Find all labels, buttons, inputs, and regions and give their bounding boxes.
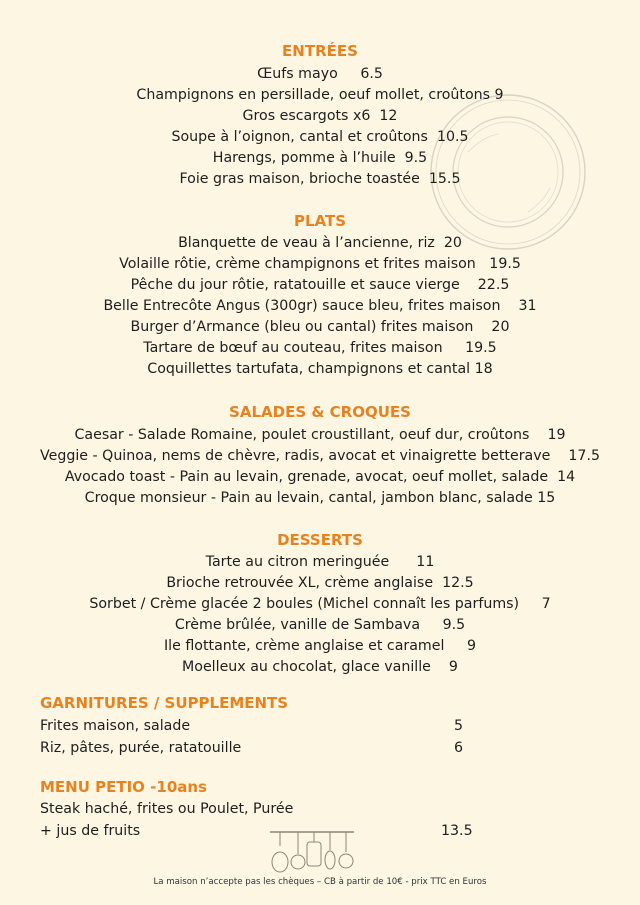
menu-item: Brioche retrouvée XL, crème anglaise 12.5 <box>166 575 474 591</box>
menu-item: Gros escargots x6 12 <box>242 108 398 124</box>
menu-item: Veggie - Quinoa, nems de chèvre, radis, avocat et vinaigrette betterave 17.5 <box>40 448 600 464</box>
garniture-price: 5 <box>454 718 464 734</box>
menu-item: Croque monsieur - Pain au levain, cantal, jambon blanc, salade 15 <box>84 490 556 506</box>
section-title-plats: PLATS <box>293 212 347 230</box>
menu-item: Avocado toast - Pain au levain, grenade, avocat, oeuf mollet, salade 14 <box>64 469 576 485</box>
menu-item: Champignons en persillade, oeuf mollet, croûtons 9 <box>136 87 504 103</box>
menu-enfant-price: 13.5 <box>441 823 473 839</box>
menu-item: Belle Entrecôte Angus (300gr) sauce bleu, frites maison 31 <box>103 298 537 314</box>
menu-item: Moelleux au chocolat, glace vanille 9 <box>182 659 458 675</box>
menu-item: Burger d’Armance (bleu ou cantal) frites maison 20 <box>130 319 510 335</box>
menu-item: Sorbet / Crème glacée 2 boules (Michel connaît les parfums) 7 <box>89 596 551 612</box>
garniture-price: 6 <box>454 740 464 756</box>
menu-item: Caesar - Salade Romaine, poulet croustillant, oeuf dur, croûtons 19 <box>74 427 566 443</box>
garniture-label: Riz, pâtes, purée, ratatouille <box>40 740 242 756</box>
menu-item: Coquillettes tartufata, champignons et cantal 18 <box>147 361 493 377</box>
menu-item: Soupe à l’oignon, cantal et croûtons 10.5 <box>171 129 469 145</box>
menu-item: Pêche du jour rôtie, ratatouille et sauce vierge 22.5 <box>130 277 510 293</box>
menu-item: Harengs, pomme à l’huile 9.5 <box>212 150 428 166</box>
section-title-entrees: ENTRÉES <box>282 42 358 60</box>
section-title-garnitures: GARNITURES / SUPPLEMENTS <box>40 694 289 712</box>
section-title-salades: SALADES & CROQUES <box>229 403 411 421</box>
menu-item: Crème brûlée, vanille de Sambava 9.5 <box>174 617 466 633</box>
menu-enfant-line: + jus de fruits <box>40 823 141 839</box>
garniture-label: Frites maison, salade <box>40 718 191 734</box>
menu-item: Blanquette de veau à l’ancienne, riz 20 <box>178 235 462 251</box>
footer-note: La maison n’accepte pas les chèques – CB à partir de 10€ - prix TTC en Euros <box>153 877 487 887</box>
menu-item: Œufs mayo 6.5 <box>257 66 383 82</box>
menu-item: Ile flottante, crème anglaise et caramel 9 <box>163 638 476 654</box>
menu-item: Volaille rôtie, crème champignons et frites maison 19.5 <box>119 256 521 272</box>
menu-item: Foie gras maison, brioche toastée 15.5 <box>179 171 461 187</box>
menu-item: Tartare de bœuf au couteau, frites maison 19.5 <box>143 340 497 356</box>
hanging-pans-icon <box>268 828 358 874</box>
menu-enfant-line: Steak haché, frites ou Poulet, Purée <box>40 801 294 817</box>
menu-item: Tarte au citron meringuée 11 <box>205 554 435 570</box>
section-title-desserts: DESSERTS <box>277 531 363 549</box>
section-title-menu-enfant: MENU PETIO -10ans <box>40 778 207 796</box>
